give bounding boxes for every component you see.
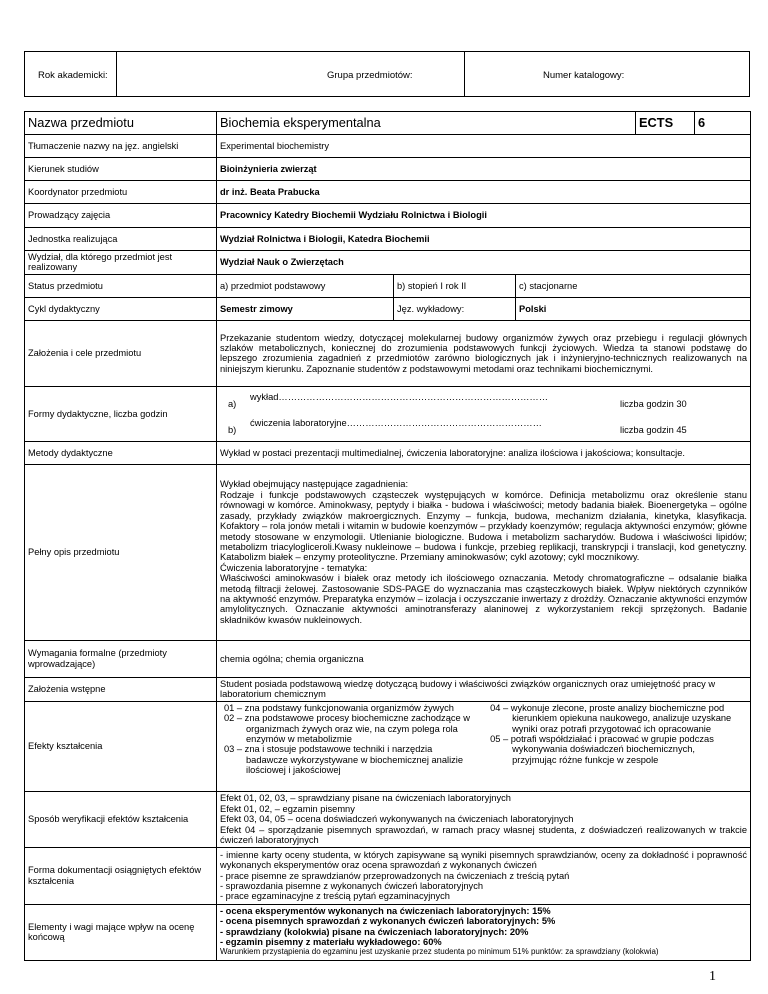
forms-label: Formy dydaktyczne, liczba godzin bbox=[25, 386, 217, 441]
grading-line: - egzamin pisemny z materiału wykładowego: 60% bbox=[220, 937, 442, 948]
verification-label: Sposób weryfikacji efektów kształcenia bbox=[25, 791, 217, 847]
forms-item-a bbox=[220, 388, 747, 414]
status-label: Status przedmiotu bbox=[25, 274, 217, 297]
row-verification bbox=[25, 791, 751, 847]
grading-note: Warunkiem przystąpienia do egzaminu jest uzyskanie przez studenta po minimum 51% punktów: za sprawdziany (kolokwia) bbox=[220, 947, 659, 957]
row-field-of-study bbox=[25, 158, 751, 181]
learning-outcomes-right bbox=[486, 703, 739, 765]
documentation-label: Forma dokumentacji osiągniętych efektów kształcenia bbox=[25, 847, 217, 904]
verification-line: Efekt 04 – sporządzanie pisemnych sprawozdań, w ramach pracy własnej studenta, z doświadczeń realizowanych w trakcie ćwiczeń laboratoryjnych bbox=[220, 824, 748, 845]
row-translation bbox=[25, 135, 751, 158]
catalog-number-label: Numer katalogowy: bbox=[543, 70, 625, 81]
outcome-item: 05 – potrafi współdziałać i pracować w grupie podczas wykonywania doświadczeń biochemicznych, przyjmując różne funkcje w zespole bbox=[490, 734, 714, 765]
forms-item-a-letter: a) bbox=[228, 398, 237, 409]
ects-label: ECTS bbox=[636, 112, 695, 135]
documentation-line: - prace egzaminacyjne z treścią pytań egzaminacyjnych bbox=[220, 891, 450, 902]
course-name-label: Nazwa przedmiotu bbox=[25, 112, 217, 135]
description-lab-topics: Właściwości aminokwasów i białek oraz metody ich ilościowego oznaczania. Metody chromatograficzne – odsalanie białka metodą filtracji żelowej. Zastosowanie SDS-PAGE do wyznaczania mas cząsteczkowych białek. Wpływ niektórych czynników na aktywność enzymów. Preparatyka enzymów – izolacja i oczyszczanie inwertazy z drożdży. Oznaczanie aktywności enzymów amylolitycznych. Oznaczanie aktywności aminotransferazy alaninowej z wykorzystaniem rekcji sprzężonych. Badanie składników kwasów nukleinowych. bbox=[220, 573, 748, 625]
coordinator-label: Koordynator przedmiotu bbox=[25, 181, 217, 204]
row-description bbox=[25, 464, 751, 640]
row-course-name bbox=[25, 112, 751, 135]
documentation-value bbox=[217, 847, 751, 904]
row-faculty bbox=[25, 251, 751, 275]
forms-value bbox=[217, 386, 751, 441]
row-grading bbox=[25, 904, 751, 960]
subject-group-label: Grupa przedmiotów: bbox=[327, 70, 413, 81]
header-strip bbox=[24, 51, 750, 97]
forms-item-b-hours: liczba godzin 45 bbox=[620, 424, 687, 435]
faculty-label: Wydział, dla którego przedmiot jest realizowany bbox=[25, 251, 217, 275]
semester-value: Semestr zimowy bbox=[217, 297, 394, 320]
status-c: c) stacjonarne bbox=[516, 274, 751, 297]
status-a: a) przedmiot podstawowy bbox=[217, 274, 394, 297]
ects-value: 6 bbox=[695, 112, 751, 135]
learning-outcomes-left bbox=[220, 703, 473, 776]
description-lab-heading: Ćwiczenia laboratoryjne - tematyka: bbox=[220, 562, 368, 573]
forms-item-b bbox=[220, 414, 747, 440]
row-documentation bbox=[25, 847, 751, 904]
description-label: Pełny opis przedmiotu bbox=[25, 464, 217, 640]
row-forms bbox=[25, 386, 751, 441]
documentation-line: - sprawozdania pisemne z wykonanych ćwiczeń laboratoryjnych bbox=[220, 881, 484, 892]
goals-label: Założenia i cele przedmiotu bbox=[25, 320, 217, 386]
row-coordinator bbox=[25, 181, 751, 204]
lecture-language-label: Jęz. wykładowy: bbox=[394, 297, 516, 320]
grading-line: - ocena pisemnych sprawozdań z wykonanych ćwiczeń laboratoryjnych: 5% bbox=[220, 916, 556, 927]
learning-outcomes-value bbox=[217, 701, 751, 791]
verification-line: Efekt 01, 02, – egzamin pisemny bbox=[220, 803, 355, 814]
field-of-study-value: Bioinżynieria zwierząt bbox=[217, 158, 751, 181]
documentation-line: - imienne karty oceny studenta, w których zapisywane są wyniki pisemnych sprawdzianów, oceny za dokładność i poprawność wykonanych eksperymentów oraz ocena sprawozdań z wykonanych ćwiczeń bbox=[220, 849, 748, 871]
row-prerequisites bbox=[25, 677, 751, 701]
unit-label: Jednostka realizująca bbox=[25, 228, 217, 251]
row-goals bbox=[25, 320, 751, 386]
row-cycle bbox=[25, 297, 751, 320]
description-lecture-topics: Rodzaje i funkcje podstawowych cząsteczek występujących w komórce. Definicja metabolizmu oraz określenie stanu równowagi w komórce. Aminokwasy, peptydy i białka - budowa i właściwości; metody badania białek. Bioenergetyka – ogólne zasady, przykłady związków makroergicznych. Enzymy – funkcja, budowa, mechanizm działania, kinetyka, klasyfikacja. Kofaktory – rola jonów metali i witamin w budowie koenzymów – przykłady koenzymów; regulacja aktywności enzymów; główne metody stosowane w enzymologii. Utlenianie biologiczne. Budowa i metabolizm sacharydów. Budowa i właściwości lipidów; metabolizm triacylogliceroli.Kwasy nukleinowe – budowa i funkcje, przebieg replikacji, transkrypcji i translacji, kod genetyczny. Katabolizm białek – enzymy proteolityczne. Przemiany aminokwasów; cykl azotowy; cykl mocznikowy. bbox=[220, 489, 748, 563]
academic-year-cell bbox=[25, 52, 117, 96]
requirements-label: Wymagania formalne (przedmioty wprowadzające) bbox=[25, 640, 217, 677]
description-lecture-heading: Wykład obejmujący następujące zagadnienia: bbox=[220, 479, 409, 490]
verification-value bbox=[217, 791, 751, 847]
cycle-label: Cykl dydaktyczny bbox=[25, 297, 217, 320]
prerequisites-label: Założenia wstępne bbox=[25, 677, 217, 701]
requirements-value: chemia ogólna; chemia organiczna bbox=[217, 640, 751, 677]
forms-item-a-text: wykład…………………………………………………………………………… bbox=[250, 391, 549, 402]
row-requirements bbox=[25, 640, 751, 677]
row-methods bbox=[25, 441, 751, 464]
methods-value: Wykład w postaci prezentacji multimedialnej, ćwiczenia laboratoryjne: analiza ilościowa i jakościowa; konsultacje. bbox=[217, 441, 751, 464]
forms-item-a-hours: liczba godzin 30 bbox=[620, 398, 687, 409]
status-b: b) stopień I rok II bbox=[394, 274, 516, 297]
verification-line: Efekt 03, 04, 05 – ocena doświadczeń wykonywanych na ćwiczeniach laboratoryjnych bbox=[220, 814, 574, 825]
unit-value: Wydział Rolnictwa i Biologii, Katedra Biochemii bbox=[217, 228, 751, 251]
grading-line: - sprawdziany (kolokwia) pisane na ćwiczeniach laboratoryjnych: 20% bbox=[220, 926, 529, 937]
field-of-study-label: Kierunek studiów bbox=[25, 158, 217, 181]
page-number: 1 bbox=[709, 969, 716, 984]
goals-value: Przekazanie studentom wiedzy, dotyczącej molekularnej budowy organizmów żywych oraz przebiegu i regulacji głównych szlaków metabolicznych, koniecznej do zrozumienia podstawowych funkcji życiowych. Wiedza ta stanowi podstawę do lepszego zrozumienia zagadnień z przedmiotów zarówno biologicznych jak i inżynieryjno-technicznych realizowanych na niniejszym kierunku. Zapoznanie studentów z podstawowymi metodami oraz technikami biochemicznymi. bbox=[217, 320, 751, 386]
catalog-number-cell bbox=[464, 52, 751, 96]
row-status bbox=[25, 274, 751, 297]
academic-year-label: Rok akademicki: bbox=[38, 70, 108, 81]
course-card-table bbox=[24, 111, 751, 961]
grading-label: Elementy i wagi mające wpływ na ocenę końcową bbox=[25, 904, 217, 960]
verification-line: Efekt 01, 02, 03, – sprawdziany pisane na ćwiczeniach laboratoryjnych bbox=[220, 793, 511, 804]
subject-group-cell bbox=[116, 52, 465, 96]
forms-item-b-letter: b) bbox=[228, 424, 237, 435]
instructors-label: Prowadzący zajęcia bbox=[25, 204, 217, 228]
course-name-value: Biochemia eksperymentalna bbox=[217, 112, 636, 135]
grading-line: - ocena eksperymentów wykonanych na ćwiczeniach laboratoryjnych: 15% bbox=[220, 905, 551, 916]
learning-outcomes-label: Efekty kształcenia bbox=[25, 701, 217, 791]
instructors-value: Pracownicy Katedry Biochemii Wydziału Rolnictwa i Biologii bbox=[217, 204, 751, 228]
lecture-language-value: Polski bbox=[516, 297, 751, 320]
translation-value: Experimental biochemistry bbox=[217, 135, 751, 158]
documentation-line: - prace pisemne ze sprawdzianów przeprowadzonych na ćwiczeniach z treścią pytań bbox=[220, 870, 570, 881]
outcome-item: 01 – zna podstawy funkcjonowania organizmów żywych bbox=[224, 702, 454, 713]
outcome-item: 03 – zna i stosuje podstawowe techniki i narzędzia badawcze wykorzystywane w biochemicznej analizie ilościowej i jakościowej bbox=[224, 744, 464, 776]
forms-item-b-text: ćwiczenia laboratoryjne……………………………………………………… bbox=[250, 417, 542, 428]
description-value bbox=[217, 464, 751, 640]
outcome-item: 04 – wykonuje zlecone, proste analizy biochemiczne pod kierunkiem opiekuna naukowego, analizuje uzyskane wyniki oraz potrafi przygotować ich opracowanie bbox=[490, 702, 732, 734]
row-instructors bbox=[25, 204, 751, 228]
row-unit bbox=[25, 228, 751, 251]
outcome-item: 02 – zna podstawowe procesy biochemiczne zachodzące w organizmach żywych oraz wie, na czym polega rola enzymów w metabolizmie bbox=[224, 713, 470, 745]
faculty-value: Wydział Nauk o Zwierzętach bbox=[217, 251, 751, 275]
coordinator-value: dr inż. Beata Prabucka bbox=[217, 181, 751, 204]
methods-label: Metody dydaktyczne bbox=[25, 441, 217, 464]
grading-value bbox=[217, 904, 751, 960]
prerequisites-value: Student posiada podstawową wiedzę dotyczącą budowy i właściwości związków organicznych oraz umiejętność pracy w laboratorium chemicznym bbox=[217, 677, 751, 701]
translation-label: Tłumaczenie nazwy na jęz. angielski bbox=[25, 135, 217, 158]
row-learning-outcomes bbox=[25, 701, 751, 791]
